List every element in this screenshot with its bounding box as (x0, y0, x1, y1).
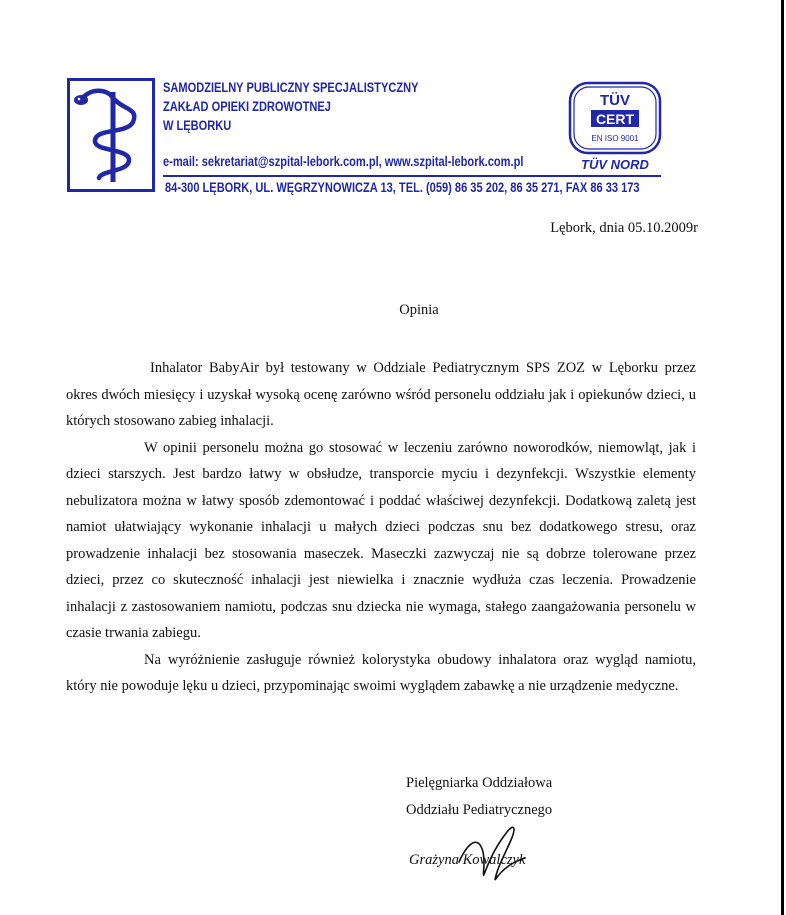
paragraph: W opinii personelu można go stosować w leczeniu zarówno noworodków, niemowląt, jak i dzieci starszych. Jest bardzo łatwy w obsłudze, transporcie myciu i dezynfekcji. Wszystkie elementy nebulizatora można w łatwy sposób zdemontować i poddać właściwej dezynfekcji. Dodatkową zaletą jest namiot ułatwiający wykonanie inhalacji u małych dzieci podczas snu bez dodatkowego stresu, oraz prowadzenie inhalacji bez stosowania maseczek. Maseczki zazwyczaj nie są dobrze tolerowane przez dzieci, przez co skuteczność inhalacji jest niewielka i znacznie wydłuża czas leczenia. Prowadzenie inhalacji z zastosowaniem namiotu, podczas snu dziecka nie wymaga, stałego zaangażowania personelu w czasie trwania zabiegu. (66, 439, 696, 641)
signer-name: Grażyna Kowalczyk (409, 852, 526, 868)
letter-body (66, 355, 696, 700)
cert-label: CERT (595, 111, 635, 127)
signer-role-line-2: Oddziału Pediatrycznego (406, 802, 553, 818)
signature-block (406, 770, 552, 824)
contact-line: e-mail: sekretariat@szpital-lebork.com.pl, www.szpital-lebork.com.pl (163, 154, 524, 169)
cert-mark: TÜV (600, 92, 630, 109)
hospital-name-line-2: ZAKŁAD OPIEKI ZDROWOTNEJ (163, 99, 331, 114)
document-title: Opinia (399, 302, 439, 318)
address-line: 84-300 LĘBORK, UL. WĘGRZYNOWICZA 13, TEL. (059) 86 35 202, 86 35 271, FAX 86 33 173 (165, 180, 640, 195)
cert-standard: EN ISO 9001 (591, 134, 639, 143)
paragraph: Na wyróżnienie zasługuje również kolorystyka obudowy inhalatora oraz wygląd namiotu, który nie powoduje lęku u dzieci, przypominając swoimi wyglądem zabawkę a nie urządzenie medyczne. (66, 651, 696, 694)
hospital-name-line-3: W LĘBORKU (163, 118, 232, 133)
handwritten-signature (455, 822, 535, 884)
date-line: Lębork, dnia 05.10.2009r (550, 220, 698, 236)
hospital-name-line-1: SAMODZIELNY PUBLICZNY SPECJALISTYCZNY (163, 80, 419, 95)
hospital-name (163, 78, 418, 135)
paragraph: Inhalator BabyAir był testowany w Oddziale Pediatrycznym SPS ZOZ w Lęborku przez okres dwóch miesięcy i uzyskał wysoką ocenę zarówno wśród personelu oddziału jak i opiekunów dzieci, u których stosowano zabieg inhalacji. (66, 360, 696, 429)
page-edge-rule (781, 0, 784, 915)
letterhead (67, 78, 667, 203)
letterhead-divider (163, 175, 661, 177)
tuv-cert-logo (567, 80, 663, 175)
signer-role-line-1: Pielęgniarka Oddziałowa (406, 775, 553, 791)
cert-issuer: TÜV NORD (581, 157, 649, 172)
rod-of-asclepius-icon (67, 78, 155, 192)
